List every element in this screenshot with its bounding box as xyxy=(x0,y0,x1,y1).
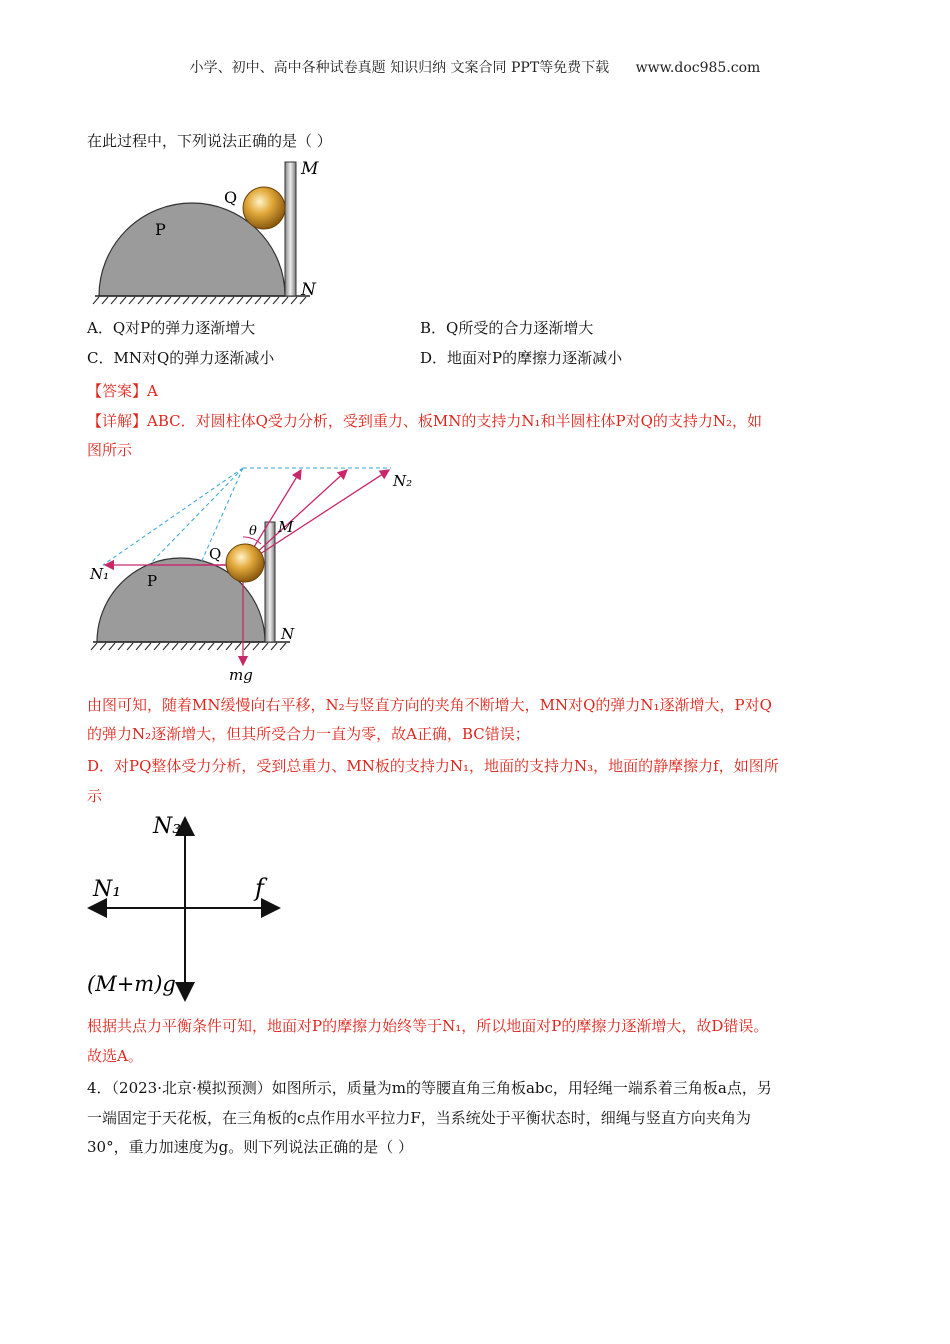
question4-line-1: 4．（2023·北京·模拟预测）如图所示，质量为m的等腰直角三角板abc，用轻绳一端系着三角板a点，另 xyxy=(87,1079,772,1097)
explanation-line-6: 示 xyxy=(87,787,103,805)
question4-line-3: 30°，重力加速度为g。则下列说法正确的是（ ） xyxy=(87,1138,413,1156)
label-m: M xyxy=(301,159,319,179)
question-stem: 在此过程中，下列说法正确的是（ ） xyxy=(87,132,332,150)
label-f: f xyxy=(255,874,264,902)
label-n2: N₂ xyxy=(393,472,413,490)
explanation-line-4: 的弹力N₂逐渐增大，但其所受合力一直为零，故A正确，BC错误； xyxy=(87,725,530,743)
option-a[interactable]: A．Q对P的弹力逐渐增大 xyxy=(87,319,256,337)
board-mn xyxy=(285,162,296,296)
label-n1: N₁ xyxy=(93,877,122,902)
option-b[interactable]: B．Q所受的合力逐渐增大 xyxy=(420,319,594,337)
figure-force-analysis xyxy=(85,462,415,684)
label-q: Q xyxy=(209,545,222,563)
header-text: 小学、初中、高中各种试卷真题 知识归纳 文案合同 PPT等免费下载 xyxy=(189,60,610,76)
explanation-line-2: 图所示 xyxy=(87,441,133,459)
label-q: Q xyxy=(224,188,238,207)
question4-line-2: 一端固定于天花板，在三角板的c点作用水平拉力F，当系统处于平衡状态时，细绳与竖直方向夹角为 xyxy=(87,1109,751,1127)
header-url[interactable]: www.doc985.com xyxy=(635,60,761,76)
label-p: P xyxy=(147,572,158,590)
ground-hatch xyxy=(93,297,306,304)
label-mg: mg xyxy=(229,666,253,684)
option-c[interactable]: C．MN对Q的弹力逐渐减小 xyxy=(87,349,275,367)
explanation-line-5: D．对PQ整体受力分析，受到总重力、MN板的支持力N₁，地面的支持力N₃，地面的静摩擦力f，如图所 xyxy=(87,757,779,775)
explanation-line-1: 【详解】ABC．对圆柱体Q受力分析，受到重力、板MN的支持力N₁和半圆柱体P对Q的支持力N₂，如 xyxy=(87,412,763,430)
answer: 【答案】A xyxy=(87,382,158,400)
ball-q xyxy=(243,187,285,229)
vector-n2 xyxy=(243,470,389,565)
explanation-line-8: 故选A。 xyxy=(87,1047,143,1065)
page-header xyxy=(0,57,950,77)
label-n1: N₁ xyxy=(90,565,110,583)
explanation-line-3: 由图可知，随着MN缓慢向右平移，N₂与竖直方向的夹角不断增大，MN对Q的弹力N₁逐渐增大，P对Q xyxy=(87,696,772,714)
label-theta: θ xyxy=(249,524,257,539)
ball-q xyxy=(226,544,264,582)
label-m: M xyxy=(278,518,294,536)
label-n3: N₃ xyxy=(153,814,182,839)
label-n: N xyxy=(281,625,295,643)
label-p: P xyxy=(155,220,166,239)
explanation-line-7: 根据共点力平衡条件可知，地面对P的摩擦力始终等于N₁，所以地面对P的摩擦力逐渐增大，故D错误。 xyxy=(87,1017,769,1035)
label-weight: (M+m)g xyxy=(87,972,176,996)
figure-system-forces xyxy=(85,808,295,1008)
option-d[interactable]: D．地面对P的摩擦力逐渐减小 xyxy=(420,349,623,367)
label-n: N xyxy=(301,280,316,300)
figure-setup xyxy=(85,155,325,305)
